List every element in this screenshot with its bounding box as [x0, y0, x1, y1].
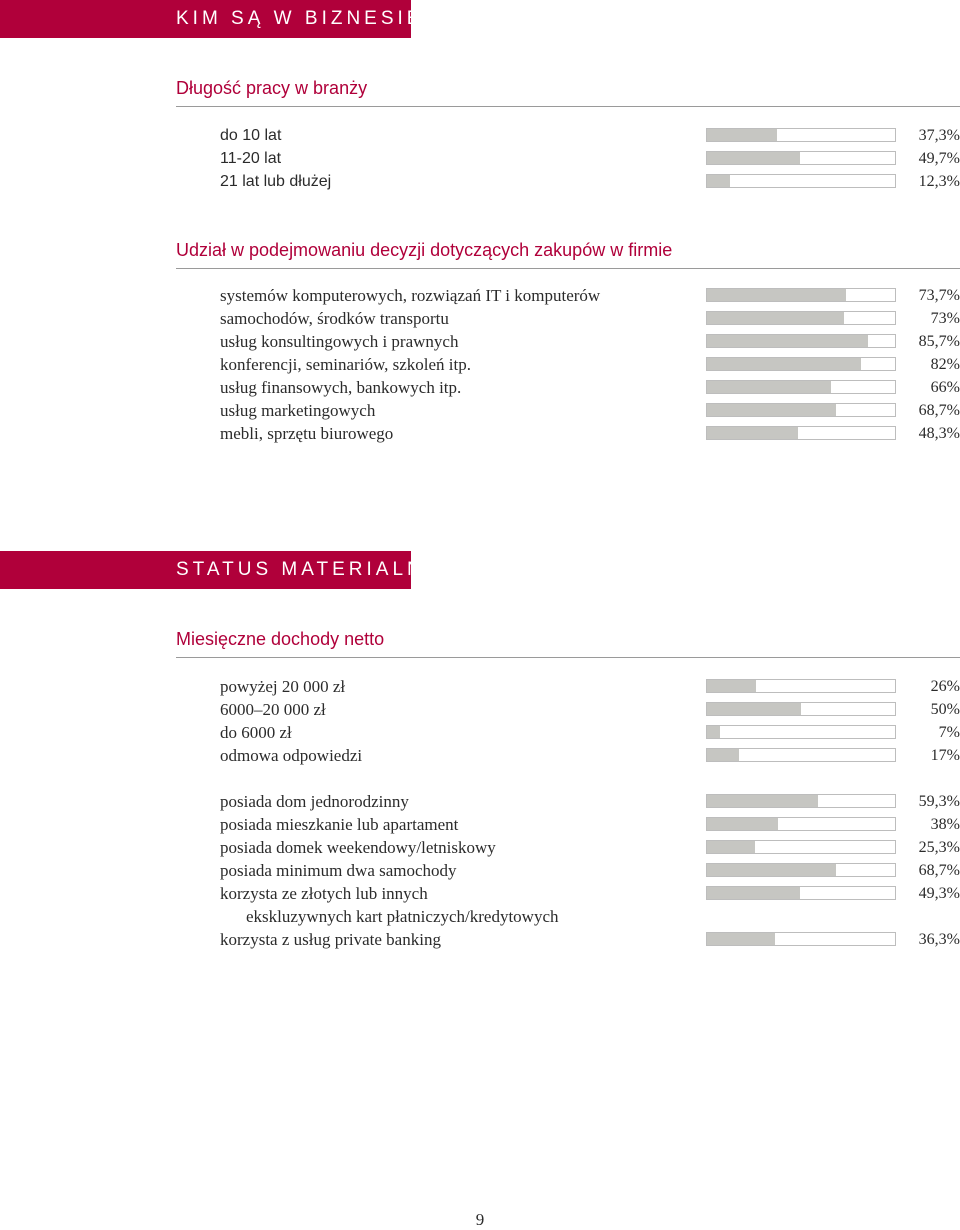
- row-value: 17%: [930, 747, 960, 764]
- row-value: 25,3%: [918, 839, 960, 856]
- row-label: konferencji, seminariów, szkoleń itp.: [220, 355, 471, 374]
- bar-track: [706, 794, 896, 808]
- bar-track: [706, 863, 896, 877]
- bar-fill: [707, 703, 801, 715]
- decisions-title-text: Udział w podejmowaniu decyzji dotyczących zakupów w firmie: [176, 240, 673, 260]
- list-item: [220, 721, 960, 744]
- income-list: [220, 675, 960, 767]
- row-label: odmowa odpowiedzi: [220, 746, 363, 765]
- bar-fill: [707, 864, 836, 876]
- bar-fill: [707, 175, 730, 187]
- bar-track: [706, 932, 896, 946]
- bar-track: [706, 840, 896, 854]
- assets-list: [220, 790, 960, 951]
- row-label: powyżej 20 000 zł: [220, 677, 346, 696]
- page-number: 9: [475, 1210, 485, 1229]
- bar-fill: [707, 404, 836, 416]
- tenure-list: [220, 124, 960, 193]
- section-banner-status: [0, 551, 442, 589]
- bar-fill: [707, 381, 831, 393]
- row-value: 36,3%: [918, 931, 960, 948]
- banner-title: KIM SĄ W BIZNESIE?: [176, 8, 439, 29]
- bar-track: [706, 403, 896, 417]
- row-label: korzysta ze złotych lub innych: [220, 884, 428, 903]
- bar-track: [706, 679, 896, 693]
- bar-fill: [707, 749, 739, 761]
- row-value: 66%: [930, 379, 960, 396]
- row-label: usług marketingowych: [220, 401, 376, 420]
- bar-track: [706, 128, 896, 142]
- row-label: mebli, sprzętu biurowego: [220, 424, 394, 443]
- list-item: [220, 790, 960, 813]
- row-value: 48,3%: [918, 425, 960, 442]
- row-value: 38%: [930, 816, 960, 833]
- list-item: [220, 928, 960, 951]
- bar-track: [706, 748, 896, 762]
- bar-fill: [707, 680, 756, 692]
- bar-fill: [707, 726, 720, 738]
- row-value: 12,3%: [918, 173, 960, 190]
- bar-fill: [707, 358, 861, 370]
- row-value: 7%: [938, 724, 960, 741]
- row-label: posiada domek weekendowy/letniskowy: [220, 838, 496, 857]
- bar-track: [706, 725, 896, 739]
- row-value: 82%: [930, 356, 960, 373]
- row-value: 68,7%: [918, 402, 960, 419]
- list-item: [220, 376, 960, 399]
- bar-track: [706, 174, 896, 188]
- bar-track: [706, 357, 896, 371]
- row-value: 68,7%: [918, 862, 960, 879]
- list-item: [220, 813, 960, 836]
- list-item: [220, 422, 960, 445]
- row-label: systemów komputerowych, rozwiązań IT i komputerów: [220, 286, 601, 305]
- list-item: [220, 147, 960, 170]
- row-label: do 10 lat: [220, 127, 282, 144]
- bar-track: [706, 334, 896, 348]
- section-banner-business: [0, 0, 439, 38]
- row-value: 26%: [930, 678, 960, 695]
- income-title-text: Miesięczne dochody netto: [176, 629, 385, 649]
- bar-track: [706, 151, 896, 165]
- bar-fill: [707, 933, 775, 945]
- bar-track: [706, 288, 896, 302]
- decisions-title: [176, 238, 960, 269]
- bar-fill: [707, 795, 818, 807]
- bar-track: [706, 886, 896, 900]
- row-label: 21 lat lub dłużej: [220, 173, 332, 190]
- list-item: [220, 170, 960, 193]
- row-label: do 6000 zł: [220, 723, 292, 742]
- list-item: [220, 882, 960, 905]
- row-value: 85,7%: [918, 333, 960, 350]
- bar-fill: [707, 818, 778, 830]
- row-value: 73,7%: [918, 287, 960, 304]
- bar-fill: [707, 312, 844, 324]
- row-label: usług konsultingowych i prawnych: [220, 332, 459, 351]
- row-value: 73%: [930, 310, 960, 327]
- tenure-title: [176, 76, 960, 107]
- list-item: [220, 124, 960, 147]
- list-item: [220, 859, 960, 882]
- bar-fill: [707, 289, 846, 301]
- list-item: [220, 399, 960, 422]
- row-label: usług finansowych, bankowych itp.: [220, 378, 462, 397]
- list-item: [220, 284, 960, 307]
- row-label: posiada mieszkanie lub apartament: [220, 815, 459, 834]
- row-label: posiada minimum dwa samochody: [220, 861, 457, 880]
- bar-fill: [707, 152, 800, 164]
- row-value: 49,3%: [918, 885, 960, 902]
- decisions-list: [220, 284, 960, 445]
- bar-fill: [707, 887, 800, 899]
- bar-fill: [707, 841, 755, 853]
- bar-track: [706, 426, 896, 440]
- bar-track: [706, 702, 896, 716]
- bar-fill: [707, 335, 868, 347]
- bar-track: [706, 311, 896, 325]
- row-label-continuation: ekskluzywnych kart płatniczych/kredytowych: [246, 907, 559, 926]
- bar-track: [706, 817, 896, 831]
- row-value: 49,7%: [918, 150, 960, 167]
- list-item: [220, 307, 960, 330]
- bar-track: [706, 380, 896, 394]
- row-label: 6000–20 000 zł: [220, 700, 326, 719]
- list-item: [220, 353, 960, 376]
- bar-fill: [707, 129, 777, 141]
- income-title: [176, 627, 960, 658]
- list-item: [220, 836, 960, 859]
- list-item: [220, 744, 960, 767]
- list-item-continuation: [220, 905, 960, 928]
- row-label: korzysta z usług private banking: [220, 930, 441, 949]
- row-label: 11-20 lat: [220, 150, 282, 167]
- row-value: 59,3%: [918, 793, 960, 810]
- row-value: 50%: [930, 701, 960, 718]
- row-value: 37,3%: [918, 127, 960, 144]
- banner-title: STATUS MATERIALNY: [176, 559, 442, 580]
- list-item: [220, 330, 960, 353]
- row-label: posiada dom jednorodzinny: [220, 792, 409, 811]
- tenure-title-text: Długość pracy w branży: [176, 78, 368, 98]
- row-label: samochodów, środków transportu: [220, 309, 449, 328]
- bar-fill: [707, 427, 798, 439]
- list-item: [220, 698, 960, 721]
- list-item: [220, 675, 960, 698]
